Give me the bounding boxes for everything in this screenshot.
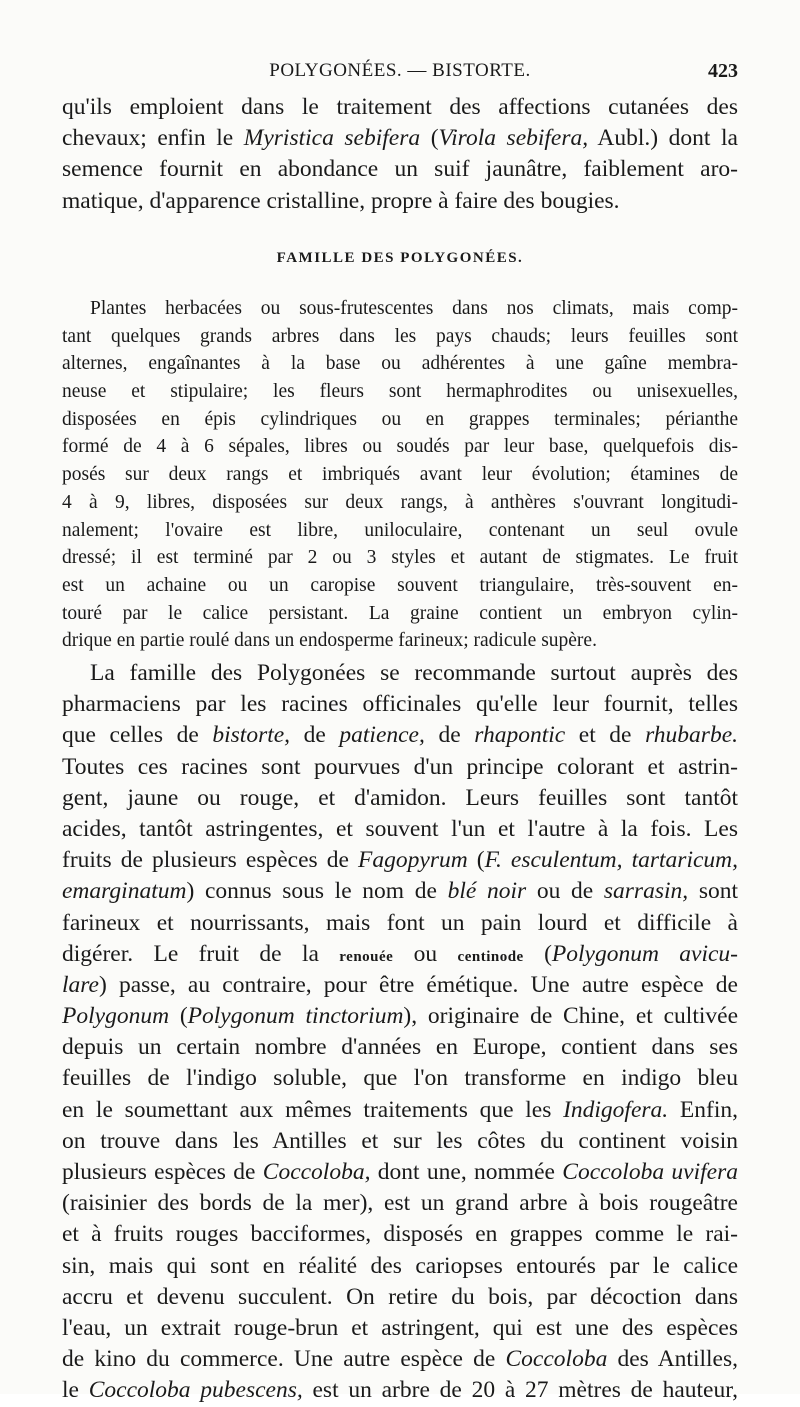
text-line: pharmaciens par les racines officinales qu'elle leur fournit, telles	[62, 691, 738, 718]
text-line: chevaux; enfin le Myristica sebifera (Virola sebifera, Aubl.) dont la	[62, 125, 738, 152]
text-line: depuis un certain nombre d'années en Europe, contient dans ses	[62, 1034, 738, 1061]
page-number: 423	[708, 60, 738, 82]
text-line: que celles de bistorte, de patience, de rhapontic et de rhubarbe.	[62, 722, 738, 749]
text-line: lare) passe, au contraire, pour être émétique. Une autre espèce de	[62, 971, 738, 998]
text-line: qu'ils emploient dans le traitement des affections cutanées des	[62, 94, 738, 120]
running-head	[62, 60, 738, 86]
text-line: de kino du commerce. Une autre espèce de Coccoloba des Antilles,	[62, 1346, 738, 1373]
text-line: matique, d'apparence cristalline, propre à faire des bougies.	[62, 187, 620, 214]
text-line: l'eau, un extrait rouge-brun et astringent, qui est une des espèces	[62, 1314, 738, 1341]
text-line: en le soumettant aux mêmes traitements que les Indigofera. Enfin,	[62, 1096, 738, 1123]
text-line: formé de 4 à 6 sépales, libres ou soudés par leur base, quelquefois dis-	[62, 436, 738, 458]
text-line: digérer. Le fruit de la renouée ou centinode (Polygonum avicu-	[62, 940, 739, 967]
text-line: accru et devenu succulent. On retire du bois, par décoction dans	[62, 1283, 738, 1310]
text-line: nalement; l'ovaire est libre, uniloculaire, contenant un seul ovule	[62, 519, 738, 541]
text-line: Polygonum (Polygonum tinctorium), originaire de Chine, et cultivée	[62, 1003, 738, 1030]
text-line: et à fruits rouges bacciformes, disposés en grappes comme le rai-	[62, 1221, 738, 1248]
text-line: farineux et nourrissants, mais font un pain lourd et difficile à	[62, 909, 738, 936]
text-line: alternes, engaînantes à la base ou adhérentes à une gaîne membra-	[62, 353, 738, 375]
text-line: emarginatum) connus sous le nom de blé noir ou de sarrasin, sont	[62, 878, 738, 905]
text-line: 4 à 9, libres, disposées sur deux rangs, à anthères s'ouvrant longitudi-	[62, 491, 738, 513]
family-description	[62, 295, 738, 655]
text-line: plusieurs espèces de Coccoloba, dont une, nommée Coccoloba uvifera	[62, 1159, 738, 1185]
text-line: acides, tantôt astringentes, et souvent l'un et l'autre à la fois. Les	[62, 815, 738, 842]
text-line: posés sur deux rangs et imbriqués avant leur évolution; étamines de	[62, 464, 738, 486]
text-line: touré par le calice persistant. La graine contient un embryon cylin-	[62, 602, 738, 624]
text-line: drique en partie roulé dans un endosperme farineux; radicule supère.	[62, 630, 597, 652]
text-line: gent, jaune ou rouge, et d'amidon. Leurs feuilles sont tantôt	[62, 784, 738, 811]
text-line: fruits de plusieurs espèces de Fagopyrum (F. esculentum, tartaricum,	[62, 847, 738, 874]
section-heading: FAMILLE DES POLYGONÉES.	[276, 250, 524, 266]
text-line: semence fournit en abondance un suif jaunâtre, faiblement aro-	[62, 156, 738, 183]
text-line: tant quelques grands arbres dans les pays chauds; leurs feuilles sont	[62, 325, 738, 347]
text-line: neuse et stipulaire; les fleurs sont hermaphrodites ou unisexuelles,	[62, 381, 738, 403]
text-line: feuilles de l'indigo soluble, que l'on transforme en indigo bleu	[62, 1065, 738, 1092]
text-line: on trouve dans les Antilles et sur les côtes du continent voisin	[62, 1127, 738, 1154]
text-line: La famille des Polygonées se recommande surtout auprès des	[90, 660, 738, 686]
text-line: Plantes herbacées ou sous-frutescentes dans nos climats, mais comp-	[90, 298, 738, 319]
text-line: sin, mais qui sont en réalité des cariopses entourés par le calice	[62, 1252, 738, 1279]
text-line: (raisinier des bords de la mer), est un grand arbre à bois rougeâtre	[62, 1190, 738, 1217]
family-uses-paragraph	[62, 658, 738, 1407]
text-line: dressé; il est terminé par 2 ou 3 styles et autant de stigmates. Le fruit	[62, 547, 738, 569]
paragraph-continuation	[62, 92, 738, 217]
running-title: POLYGONÉES. — BISTORTE.	[269, 60, 531, 81]
text-line: est un achaine ou un caropise souvent triangulaire, très-souvent en-	[62, 574, 738, 596]
text-line: disposées en épis cylindriques ou en grappes terminales; périanthe	[62, 408, 738, 430]
text-line: le Coccoloba pubescens, est un arbre de 20 à 27 mètres de hauteur,	[62, 1377, 738, 1404]
text-line: Toutes ces racines sont pourvues d'un principe colorant et astrin-	[62, 753, 738, 780]
